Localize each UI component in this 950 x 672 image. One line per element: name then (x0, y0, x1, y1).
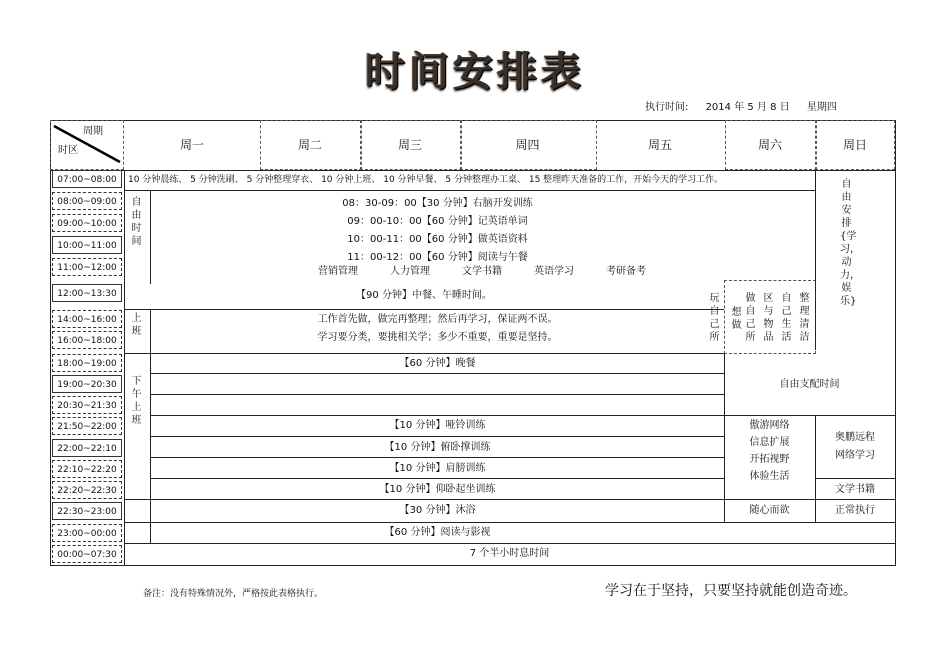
time-slot: 19:00~20:30 (52, 375, 122, 393)
free-dispose: 自由支配时间 (779, 379, 840, 390)
free-time-label: 自由时间 (131, 197, 142, 247)
subject: 英语学习 (534, 266, 574, 277)
corner-zone: 时区 (58, 145, 78, 156)
time-slot: 22:20~22:30 (52, 481, 122, 499)
exercise: 【10 分钟】哑铃训练 (389, 420, 486, 431)
day-header-wed: 周三 (397, 138, 422, 152)
bath: 【30 分钟】沐浴 (399, 505, 476, 516)
subject: 人力管理 (390, 266, 430, 277)
sat-evening: 开拓视野 (749, 454, 790, 465)
time-slot: 20:30~21:30 (52, 396, 122, 414)
subject: 考研备考 (606, 266, 646, 277)
sleep: 7 个半小时息时间 (469, 548, 550, 559)
page-title: 时间安排表 (365, 48, 585, 95)
day-header-sun: 周日 (842, 138, 867, 152)
sat-evening: 信息扩展 (749, 437, 790, 448)
sat-evening: 体验生活 (749, 471, 790, 482)
morning-routine: 10 分钟晨练、 5 分钟洗刷、 5 分钟整理穿衣、 10 分钟上班、 10 分钟早餐、 5 分钟整理办工桌、 15 整理昨天准备的工作，开始今天的学习工作。 (128, 175, 724, 185)
sat-night: 随心而欲 (749, 505, 790, 516)
time-slot: 08:00~09:00 (52, 192, 122, 210)
exec-weekday: 星期四 (806, 102, 837, 113)
time-slot: 07:00~08:00 (52, 170, 122, 188)
time-slot: 22:00~22:10 (52, 439, 122, 457)
free-item: 10：00-11：00【60 分钟】做英语资料 (347, 234, 528, 245)
dinner: 【60 分钟】晚餐 (399, 358, 476, 369)
subject: 营销管理 (318, 266, 358, 277)
time-slot: 16:00~18:00 (52, 331, 122, 349)
sun-night: 正常执行 (835, 505, 875, 516)
schedule-table (50, 120, 895, 565)
day-header-sat: 周六 (757, 138, 782, 152)
exercise: 【10 分钟】肩膀训练 (389, 463, 486, 474)
saturday-note: 整理清洁 (799, 293, 810, 343)
exercise: 【10 分钟】俯卧撑训练 (384, 442, 491, 453)
sat-evening: 傲游网络 (749, 420, 790, 431)
time-slot: 10:00~11:00 (52, 236, 122, 254)
time-slot: 23:00~00:00 (52, 524, 122, 542)
time-slot: 18:00~19:00 (52, 354, 122, 372)
exercise: 【10 分钟】仰卧起坐训练 (379, 484, 496, 495)
time-slot: 21:50~22:00 (52, 417, 122, 435)
saturday-note: 区与物品 (763, 293, 774, 343)
exec-date: 2014 年 5 月 8 日 (705, 102, 790, 113)
reading: 【60 分钟】阅读与影视 (384, 527, 491, 538)
time-slot: 00:00~07:30 (52, 545, 122, 563)
day-header-tue: 周二 (297, 138, 322, 152)
footnote: 备注：没有特殊情况外，严格按此表格执行。 (143, 589, 324, 599)
time-slot: 09:00~10:00 (52, 214, 122, 232)
saturday-note: 想做 (731, 307, 742, 331)
after-work-label: 下午上班 (131, 376, 142, 426)
friday-note: 玩自己所 (709, 293, 720, 343)
sun-evening: 奥鹏远程 (835, 432, 875, 443)
time-slot: 12:00~13:30 (52, 284, 122, 302)
time-slot: 11:00~12:00 (52, 258, 122, 276)
saturday-note: 做自己所 (745, 293, 756, 343)
motto: 学习在于坚持，只要坚持就能创造奇迹。 (605, 583, 857, 599)
time-slot: 22:30~23:00 (52, 502, 122, 520)
free-item: 08：30-09：00【30 分钟】右脑开发训练 (342, 198, 533, 209)
subject: 文学书籍 (462, 266, 502, 277)
free-item: 09：00-10：00【60 分钟】记英语单词 (347, 216, 528, 227)
work-label: 上班 (131, 313, 142, 337)
day-header-thu: 周四 (515, 138, 540, 152)
sun-evening: 网络学习 (835, 450, 875, 461)
day-header-fri: 周五 (647, 138, 672, 152)
lunch-break: 【90 分钟】中餐、午睡时间。 (356, 290, 492, 301)
corner-period: 周期 (83, 126, 103, 137)
time-slot: 22:10~22:20 (52, 460, 122, 478)
execution-date (645, 98, 851, 113)
work-rule: 学习要分类，要挑相关学；多少不重要，重要是坚持。 (317, 332, 558, 343)
day-header-mon: 周一 (179, 138, 204, 152)
sunday-free: 自由安排{学习，动力，娱乐} (840, 179, 860, 307)
work-rule: 工作首先做，做完再整理；然后再学习，保证两不误。 (317, 314, 558, 325)
free-item: 11：00-12：00【60 分钟】阅读与午餐 (347, 252, 528, 263)
exec-label: 执行时间: (645, 102, 689, 113)
sun-books: 文学书籍 (835, 484, 875, 495)
saturday-note: 自己生活 (781, 293, 792, 343)
time-slot: 14:00~16:00 (52, 310, 122, 328)
